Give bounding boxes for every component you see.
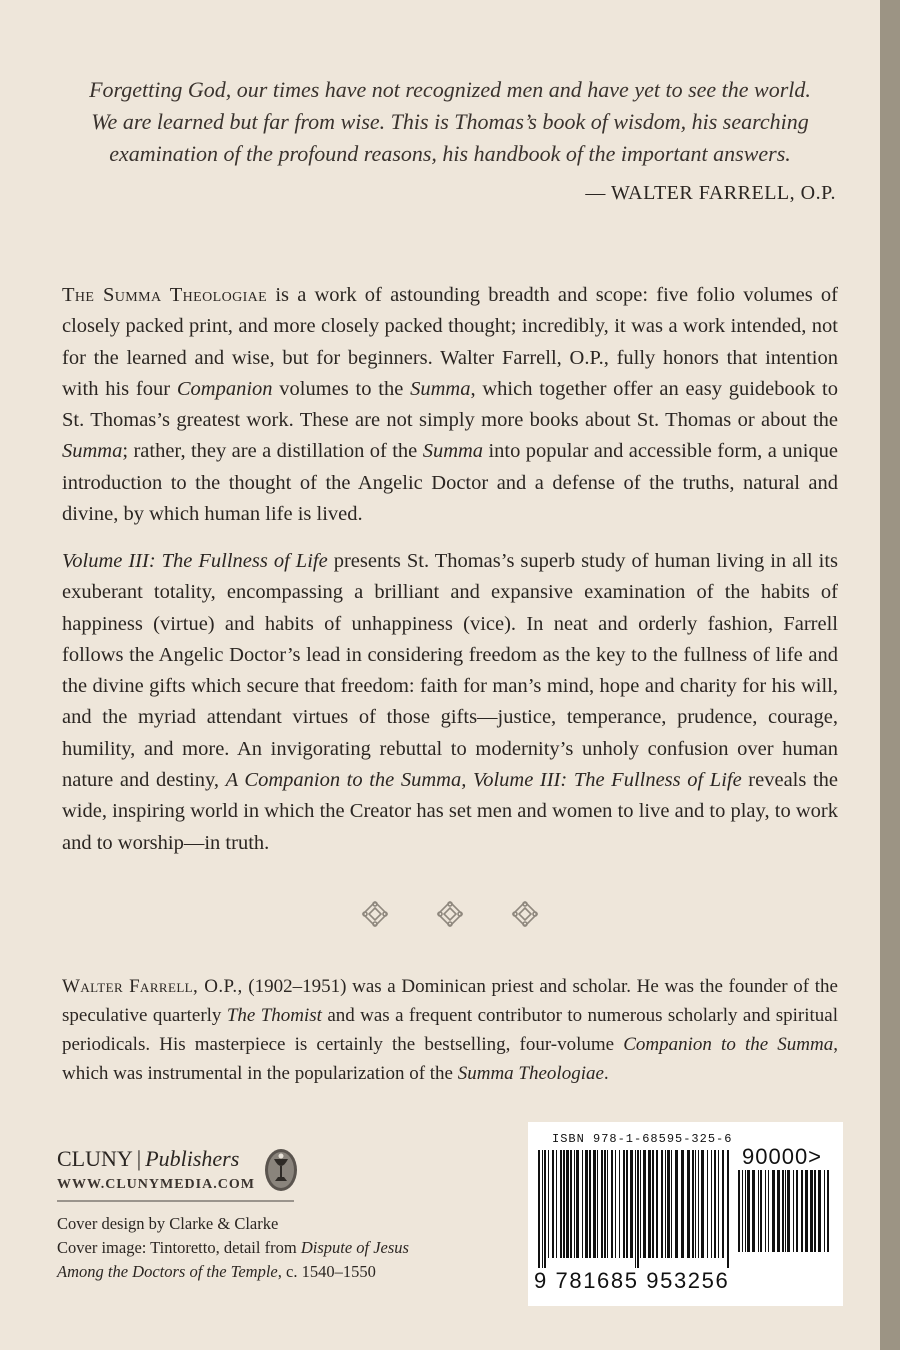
barcode-bar — [768, 1170, 769, 1252]
summa-title-lead: The Summa Theologiae — [62, 284, 268, 306]
quote-attribution: — WALTER FARRELL, O.P. — [585, 182, 836, 204]
italic-run: Summa — [410, 377, 471, 400]
barcode-bar — [772, 1170, 775, 1252]
cover-design-credit: Cover design by Clarke & Clarke — [57, 1214, 279, 1233]
italic-run: Companion — [176, 377, 273, 400]
barcode-bar — [548, 1150, 549, 1258]
barcode-bar — [597, 1150, 598, 1258]
barcode-bar — [542, 1150, 543, 1268]
ornament-divider — [360, 898, 540, 930]
quote-line-1: Forgetting God, our times have not recognized men and have yet to see the world. — [89, 77, 811, 102]
text-run: is a work of astounding breadth and scope: five folio volumes of closely packed print, and more closely packed thought; incredibly, it was a work intended, not for the learned and wise, but for beginners. Walter Farrell, O.P., fully honors that intention with his four — [62, 284, 838, 400]
ean-barcode — [536, 1150, 736, 1270]
barcode-bar — [681, 1150, 684, 1258]
barcode-bar — [607, 1150, 608, 1258]
cover-credits — [57, 1212, 457, 1284]
barcode-bar — [814, 1170, 816, 1252]
price-code: 90000> — [742, 1144, 823, 1169]
barcode-bar — [675, 1150, 678, 1258]
barcode-bar — [760, 1170, 762, 1252]
barcode-bar — [643, 1150, 646, 1258]
text-run: volumes to the — [272, 377, 411, 400]
text-run: and was a frequent contributor to numerous scholarly and spiritual periodicals. His masterpiece is certainly the bestselling, four-volume — [62, 1005, 838, 1055]
barcode-bar — [574, 1150, 575, 1258]
italic-run: Summa — [62, 440, 123, 463]
text-run: Cover image: Tintoretto, detail from — [57, 1238, 301, 1257]
quote-line-2: We are learned but far from wise. This is Thomas’s book of wisdom, his searching — [91, 109, 809, 134]
barcode-bar — [556, 1150, 557, 1258]
text-run: , c. 1540–1550 — [277, 1262, 376, 1281]
author-name-lead: Walter Farrell, O.P., — [62, 976, 243, 997]
barcode-bar — [758, 1170, 759, 1252]
barcode-bar — [626, 1150, 628, 1258]
barcode-bar — [544, 1150, 546, 1268]
barcode-bar — [787, 1170, 790, 1252]
publisher-imprint: Publishers — [145, 1146, 240, 1171]
text-run: , which together offer an easy guidebook to St. Thomas’s greatest work. These are not simply more books about St. Thomas or about the — [62, 377, 838, 432]
barcode-bar — [640, 1150, 641, 1258]
barcode-bar — [630, 1150, 633, 1258]
barcode-bar — [604, 1150, 606, 1258]
publisher-name-text: CLUNY — [57, 1146, 133, 1171]
barcode-bar — [648, 1150, 651, 1258]
barcode-bar — [824, 1170, 825, 1252]
barcode-bar — [563, 1150, 565, 1258]
barcode-bar — [611, 1150, 613, 1258]
text-run: into popular and accessible form, a unique introduction to the thought of the Angelic Doctor and a defense of the truths, natural and divine, by which human life is lived. — [62, 440, 838, 526]
italic-run: Summa — [422, 440, 484, 463]
barcode-bar — [619, 1150, 620, 1258]
barcode-bar — [827, 1170, 829, 1252]
barcode-bar — [566, 1150, 569, 1258]
chalice-seal-icon — [263, 1147, 299, 1193]
text-run: reveals the wide, inspiring world in which the Creator has set men and women to live and to play, to work and to worship—in truth. — [62, 769, 838, 854]
barcode-bar — [656, 1150, 658, 1258]
cover-image-credit — [57, 1236, 457, 1284]
barcode-bar — [718, 1150, 719, 1258]
barcode-bar — [785, 1170, 786, 1252]
barcode-bar — [637, 1150, 639, 1268]
barcode-bar — [667, 1150, 670, 1258]
barcode-bar — [576, 1150, 579, 1258]
barcode-bar — [665, 1150, 666, 1258]
italic-run: A Companion to the Summa, Volume III: The Fullness of Life — [225, 769, 742, 792]
italic-run: Dispute of Jesus Among the Doctors of the Temple — [57, 1238, 409, 1281]
barcode-bar — [623, 1150, 625, 1258]
barcode-bar — [671, 1150, 672, 1258]
barcode-bar — [589, 1150, 591, 1258]
barcode-bar — [810, 1170, 813, 1252]
barcode-bar — [692, 1150, 694, 1258]
addon-barcode — [736, 1170, 836, 1270]
epigraph-quote — [62, 74, 838, 170]
barcode-bar — [805, 1170, 808, 1252]
publisher-rule — [57, 1200, 294, 1202]
barcode-bar — [582, 1150, 583, 1258]
barcode-bar — [695, 1150, 696, 1258]
text-run: ; rather, they are a distillation of the — [122, 440, 423, 463]
author-bio — [62, 972, 838, 1088]
fleuron-icon — [510, 899, 540, 929]
volume-title-lead: Volume III: The Fullness of Life — [62, 550, 328, 572]
barcode-bar — [701, 1150, 704, 1258]
barcode-bar — [560, 1150, 562, 1258]
barcode-bar — [714, 1150, 716, 1258]
text-run: presents St. Thomas’s superb study of human living in all its exuberant totality, encompassing a brilliant and expansive examination of the habits of happiness (virtue) and habits of unhappiness (vice). In neat and orderly fashion, Farrell follows the Angelic Doctor’s lead in considering freedom as the key to the fullness of life and the divine gifts which secure that freedom: faith for man’s mind, hope and charity for his will, and the myriad attendant virtues of those gifts—justice, temperance, prudence, courage, humility, and more. An invigorating rebuttal to modernity’s unholy confusion over human nature and destiny, — [62, 550, 838, 792]
publisher-block — [57, 1145, 294, 1193]
barcode-bar — [796, 1170, 798, 1252]
barcode-bar — [615, 1150, 616, 1258]
barcode-bar — [687, 1150, 690, 1258]
barcode-bar — [593, 1150, 596, 1258]
barcode-bar — [601, 1150, 603, 1258]
barcode-bar — [818, 1170, 821, 1252]
barcode-bar — [585, 1150, 588, 1258]
barcode-bar — [777, 1170, 780, 1252]
barcode-bar — [793, 1170, 794, 1252]
barcode-bar — [635, 1150, 636, 1268]
barcode-bar — [742, 1170, 743, 1252]
barcode-bar — [747, 1170, 750, 1252]
italic-run: Companion to the Summa — [623, 1034, 834, 1055]
barcode-bar — [538, 1150, 540, 1268]
text-run: . — [603, 1063, 609, 1084]
barcode-bar — [707, 1150, 708, 1258]
barcode-bar — [652, 1150, 654, 1258]
barcode-bar — [801, 1170, 803, 1252]
text-run: , which was instrumental in the popularization of the — [62, 1034, 839, 1084]
barcode-bar — [782, 1170, 784, 1252]
barcode-bar — [738, 1170, 740, 1252]
barcode-panel — [528, 1122, 843, 1306]
barcode-bar — [722, 1150, 724, 1258]
italic-run: The Thomist — [226, 1005, 322, 1026]
barcode-bar — [727, 1150, 729, 1268]
fleuron-icon — [435, 899, 465, 929]
spine-edge — [880, 0, 900, 1350]
publisher-url[interactable]: WWW.CLUNYMEDIA.COM — [57, 1177, 255, 1192]
publisher-separator: | — [136, 1146, 142, 1171]
barcode-bar — [745, 1170, 746, 1252]
barcode-bar — [752, 1170, 755, 1252]
description-paragraph-2 — [62, 546, 838, 859]
barcode-bar — [661, 1150, 663, 1258]
barcode-bar — [698, 1150, 699, 1258]
barcode-bar — [552, 1150, 554, 1258]
barcode-bar — [570, 1150, 572, 1258]
quote-line-3: examination of the profound reasons, his handbook of the important answers. — [109, 141, 791, 166]
italic-run: Summa Theologiae — [457, 1063, 604, 1084]
description-paragraph-1 — [62, 280, 838, 530]
fleuron-icon — [360, 899, 390, 929]
isbn-label: ISBN 978-1-68595-325-6 — [552, 1132, 733, 1146]
barcode-bar — [765, 1170, 766, 1252]
ean-digits: 9 781685 953256 — [534, 1268, 730, 1293]
text-run: (1902–1951) was a Dominican priest and scholar. He was the founder of the speculative quarterly — [62, 976, 838, 1026]
barcode-bar — [711, 1150, 712, 1258]
publisher-name — [57, 1145, 294, 1173]
